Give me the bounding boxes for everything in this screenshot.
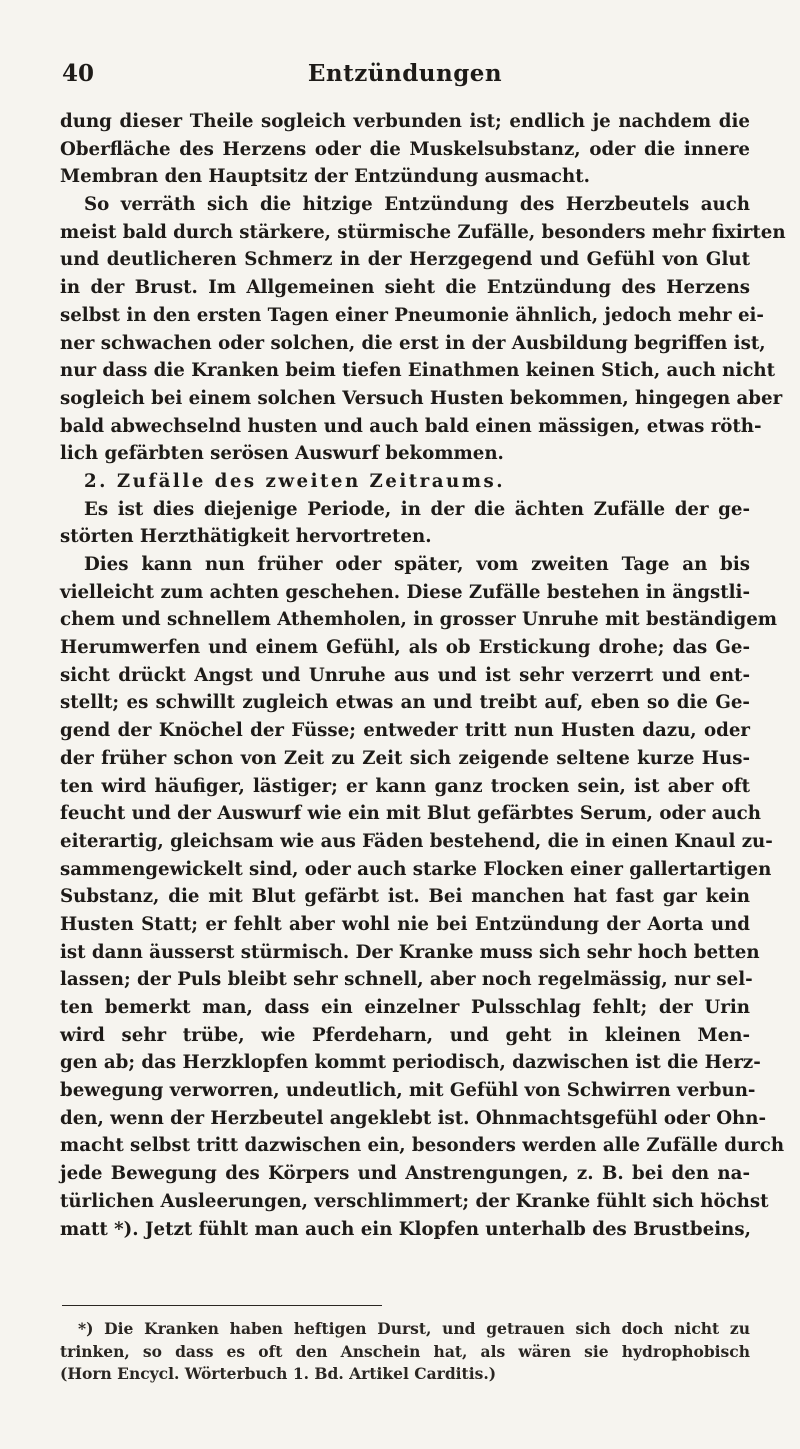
text-line: meist bald durch stärkere, stürmische Zufälle, besonders mehr fixirten <box>60 221 786 243</box>
text-line: ist dann äusserst stürmisch. Der Kranke muss sich sehr hoch betten <box>60 941 760 963</box>
page-header <box>60 60 750 94</box>
text-line: Membran den Hauptsitz der Entzündung ausmacht. <box>60 166 590 188</box>
text-line: und deutlicheren Schmerz in der Herzgegend und Gefühl von Glut <box>60 249 750 271</box>
text-line: störten Herzthätigkeit hervortreten. <box>60 526 432 548</box>
text-line: Es ist dies diejenige Periode, in der die ächten Zufälle der ge- <box>84 498 750 520</box>
section-heading: 2. Zufälle des zweiten Zeitraums. <box>84 470 506 492</box>
text-line: sicht drückt Angst und Unruhe aus und ist sehr verzerrt und ent- <box>60 664 750 686</box>
text-line: dung dieser Theile sogleich verbunden ist; endlich je nachdem die <box>60 111 750 132</box>
text-line: ten wird häufiger, lästiger; er kann ganz trocken sein, ist aber oft <box>60 775 750 797</box>
text-line: chem und schnellem Athemholen, in grosser Unruhe mit beständigem <box>60 609 778 631</box>
text-line: eiterartig, gleichsam wie aus Fäden bestehend, die in einen Knaul zu- <box>60 830 773 852</box>
running-title: Entzündungen <box>307 60 503 87</box>
text-line: feucht und der Auswurf wie ein mit Blut gefärbtes Serum, oder auch <box>60 803 761 825</box>
text-line: sammengewickelt sind, oder auch starke Flocken einer gallertartigen <box>60 858 772 880</box>
text-line: sogleich bei einem solchen Versuch Husten bekommen, hingegen aber <box>60 387 783 409</box>
text-line: der früher schon von Zeit zu Zeit sich zeigende seltene kurze Hus- <box>60 747 750 769</box>
footnote <box>60 1318 750 1386</box>
text-line: Substanz, die mit Blut gefärbt ist. Bei manchen hat fast gar kein <box>60 886 750 908</box>
text-line: nur dass die Kranken beim tiefen Einathmen keinen Stich, auch nicht <box>60 360 776 382</box>
text-line: bald abwechselnd husten und auch bald einen mässigen, etwas röth- <box>60 415 762 437</box>
text-line: Husten Statt; er fehlt aber wohl nie bei Entzündung der Aorta und <box>60 913 750 935</box>
text-line: türlichen Ausleerungen, verschlimmert; der Kranke fühlt sich höchst <box>60 1190 769 1212</box>
text-line: bewegung verworren, undeutlich, mit Gefühl von Schwirren verbun- <box>60 1080 756 1102</box>
text-line: matt *). Jetzt fühlt man auch ein Klopfen unterhalb des Brustbeins, <box>60 1218 751 1240</box>
text-line: den, wenn der Herzbeutel angeklebt ist. Ohnmachtsgefühl oder Ohn- <box>60 1107 767 1129</box>
text-line: Herumwerfen und einem Gefühl, als ob Erstickung drohe; das Ge- <box>60 637 750 659</box>
text-line: Oberfläche des Herzens oder die Muskelsubstanz, oder die innere <box>60 138 750 160</box>
footnote-line: (Horn Encycl. Wörterbuch 1. Bd. Artikel Carditis.) <box>60 1364 497 1383</box>
text-line: jede Bewegung des Körpers und Anstrengungen, z. B. bei den na- <box>60 1163 750 1185</box>
text-line: lassen; der Puls bleibt sehr schnell, aber noch regelmässig, nur sel- <box>60 969 753 991</box>
text-line: wird sehr trübe, wie Pferdeharn, und geht in kleinen Men- <box>60 1024 750 1046</box>
page-number: 40 <box>62 60 95 87</box>
footnote-line: trinken, so dass es oft den Anschein hat, als wären sie hydrophobisch <box>60 1341 750 1361</box>
text-line: in der Brust. Im Allgemeinen sieht die Entzündung des Herzens <box>60 277 750 299</box>
text-line: Dies kann nun früher oder später, vom zweiten Tage an bis <box>84 554 750 575</box>
text-line: So verräth sich die hitzige Entzündung des Herzbeutels auch <box>84 194 750 216</box>
text-line: vielleicht zum achten geschehen. Diese Zufälle bestehen in ängstli- <box>60 581 750 603</box>
footnote-line: *) Die Kranken haben heftigen Durst, und getrauen sich doch nicht zu <box>78 1319 750 1338</box>
text-line: gend der Knöchel der Füsse; entweder tritt nun Husten dazu, oder <box>60 720 750 742</box>
body-text <box>60 108 786 1243</box>
footnote-divider <box>62 1305 382 1306</box>
text-line: stellt; es schwillt zugleich etwas an und treibt auf, eben so die Ge- <box>60 692 750 714</box>
text-line: ten bemerkt man, dass ein einzelner Pulsschlag fehlt; der Urin <box>60 997 750 1018</box>
text-line: gen ab; das Herzklopfen kommt periodisch, dazwischen ist die Herz- <box>60 1052 761 1074</box>
text-line: ner schwachen oder solchen, die erst in der Ausbildung begriffen ist, <box>60 332 766 354</box>
text-line: macht selbst tritt dazwischen ein, besonders werden alle Zufälle durch <box>60 1135 785 1157</box>
text-line: lich gefärbten serösen Auswurf bekommen. <box>60 443 504 465</box>
text-line: selbst in den ersten Tagen einer Pneumonie ähnlich, jedoch mehr ei- <box>60 304 764 326</box>
